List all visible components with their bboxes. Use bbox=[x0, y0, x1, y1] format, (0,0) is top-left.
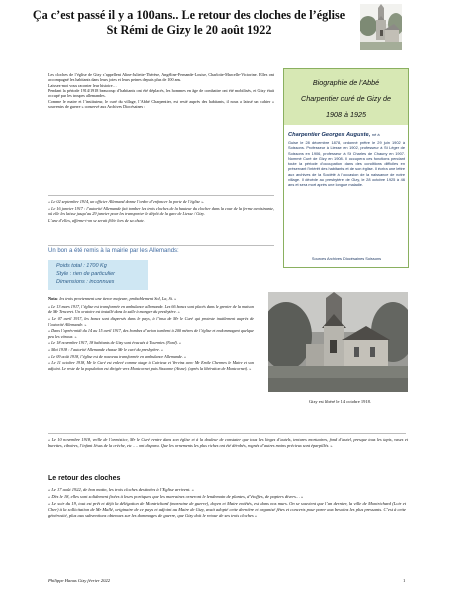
intro-paragraph: Laissez-moi vous raconter leur histoire… bbox=[48, 82, 117, 88]
return-paragraph: « Le soir du 19, tout est prêt et déjà la délégation de Montrichard (marraine de guerre), doyen et Maire entêtés, est dans nos murs. On se souvient que l’an dernier, la ville de Montrichard (Loir et Cher) à la sollicitation de Mr Mallé, originaire de ce pays et adjoint au Maire de Gizy, avait adopté cette dernière et organisé fêtes et concerts pour parer aux besoins les plus pressants. C’est à cette générosité, plus aux subventions obtenues sur les dommages de guerre, que Gizy doit le retour de ses trois cloches » bbox=[48, 500, 406, 518]
biography-header bbox=[284, 69, 408, 125]
chronology-entry: « Le 18 novembre 1917, 18 habitants de Gizy sont évacués à Tourmies (Nord). » bbox=[48, 340, 181, 346]
chronology-entry: « Le 07 avril 1917, les bancs sont dispersés dans le pays, à l’insu de Mr le Curé qui proteste inutilement auprès de l’autorité Allemande. » bbox=[48, 316, 254, 327]
chronology-entry: « Dans l’après-midi du 14 au 15 avril 1917, des bombes d’avion tombent à 200 mètres de l’église et endommagent quelque peu les vitraux. » bbox=[48, 328, 254, 339]
chronology-entry: « Le 11 octobre 1918, Mr le Curé est enlevé comme otage à Cuirieux et Vervins avec Mr Emile Chermes le Maire et son adjoint. Le reste de la population est dirigée vers Montcornet puis Sissonne (Aisne). (après la libération de Montcornet). » bbox=[48, 360, 254, 371]
biography-title-line: Charpentier curé de Gizy de bbox=[301, 94, 391, 103]
receipt-label: Un bon a été remis à la mairie par les Allemands: bbox=[48, 248, 179, 254]
bell-style: Style : rien de particulier bbox=[56, 271, 115, 277]
nota-label: Nota bbox=[48, 296, 57, 301]
chronology-text bbox=[48, 304, 254, 372]
nota-text: : les trois proviennent une tierce majeure, probablement Sol, La, Si. » bbox=[56, 296, 177, 301]
return-text bbox=[48, 487, 406, 519]
church-thumbnail bbox=[360, 4, 402, 50]
biography-name-suffix: né à bbox=[371, 132, 380, 137]
biography-title-line: Biographie de l’Abbé bbox=[312, 78, 380, 87]
biography-title-line: 1908 à 1925 bbox=[326, 110, 366, 119]
church-photo bbox=[268, 292, 408, 392]
diary-quote: L’une d’elles, affirme-t-on se serait fêlée lors de sa chute. bbox=[48, 218, 145, 224]
bell-weight: Poids total : 1700 Kg bbox=[56, 263, 107, 269]
intro-paragraph: Comme le maire et l’instituteur, le curé du village, l’Abbé Charpentier, est resté auprès des habitants, il nous a laissé un cahier « souvenirs de guerre » conservé aux Archives Diocésaines : bbox=[48, 98, 274, 110]
bell-dimensions: Dimensions : inconnues bbox=[56, 279, 115, 285]
chronology-entry: « Mai 1918 : l’autorité Allemande chasse Mr le curé du presbytère. » bbox=[48, 346, 163, 352]
return-paragraph: « Dès le 18, elles sont solidement fixées à leurs portiques que les marraines orneront le lendemain de plantes, d’étoffes, de papiers divers… » bbox=[48, 493, 304, 499]
diary-quote: « Le 02 septembre 1914, un officier Allemand donne l’ordre d’enfoncer la porte de l’église ». bbox=[48, 199, 205, 204]
intro-text bbox=[48, 72, 274, 109]
chronology-entry: « Le 13 mars 1917, l’église est transformée en ambulance allemande. Les 66 bancs sont placés dans le grenier de la maison de Mr Tenceret. Un oratoire est installé dans la salle à manger du presbytère. » bbox=[48, 304, 254, 315]
armistice-paragraph: « Le 10 novembre 1918, veille de l’armistice, Mr le Curé rentre dans son église et à la douleur de constater que tous les linges d’autels, tentures mortuaires, fond d’autel, presque tous les tapis, vases et burettes, ciboires, l’infant Jésus de la crèche, etc …. ont disparu. Que les ornements les plus riches ont été dérobés, rognés d’autres moins précieux sont éparpillés. » bbox=[48, 437, 408, 448]
diary-quotes bbox=[48, 199, 278, 225]
divider bbox=[48, 433, 406, 434]
divider bbox=[48, 195, 274, 196]
biography-box bbox=[283, 68, 409, 268]
biography-name-text: Charpentier Georges Auguste, bbox=[288, 132, 371, 138]
page-title: Ça c’est passé il y a 100ans.. Le retour des cloches de l’église St Rémi de Gizy le 20 août 1922 bbox=[32, 8, 346, 37]
diary-quote: « Le 16 janvier 1917 : l’autorité Allemande fait tomber les trois cloches de la hauteur du clocher dans la cour de la ferme avoisinante, où elle les laisse jusqu’au 29 janvier pour les transporter le dépôt de la gare de Liesse / Gizy. bbox=[48, 205, 274, 217]
return-paragraph: « Le 17 août 1922, de bon matin, les trois cloches destinées à l’Eglise arrivent. » bbox=[48, 487, 194, 492]
photo-caption: Gizy est libéré le 14 octobre 1918. bbox=[308, 399, 372, 404]
intro-paragraph: Les cloches de l’église de Gizy s’appellent Aline-Juliette-Thérèse, Angéline-Fernande-Louise, Charlotte-Marcelle-Victorine. Elles ont accompagné les habitants dans leurs joies et leurs peines depuis plus de 100 ans. bbox=[48, 72, 274, 83]
section-heading: Le retour des cloches bbox=[48, 475, 121, 482]
page-number: 1 bbox=[403, 578, 406, 583]
biography-text: Guise le 28 décembre 1878, ordonné prêtre le 29 juin 1902 à Soissons. Professeur à Liesse en 1902, professeur à St Léger de Soissons en 1906, professeur à St Charles de Chauny en 1907. Nommé Curé de Gizy en 1908. Il occupera ces fonctions pendant toute la période d’occupation dans des conditions difficiles en préservant l’intérêt des habitants et de son église. Il écrira une lettre aux archives de la Société à l’occasion de la naissance de notre village. Il décède au presbytère de Gizy, le 28 octobre 1925 à 46 ans et sera mort après une longue maladie. bbox=[288, 140, 405, 188]
biography-name bbox=[288, 132, 405, 138]
bell-specs-box bbox=[48, 260, 148, 290]
footer-author: Philippe Hanus Gizy février 2022 bbox=[48, 578, 111, 583]
chronology-entry: « Le 09 août 1918, l’église est de nouveau transformée en ambulance Allemande. » bbox=[48, 353, 187, 359]
divider bbox=[48, 245, 274, 246]
biography-source: Sources Archives Diocésaines Soissons bbox=[311, 256, 382, 261]
intro-paragraph: Pendant la période 1914/1918 beaucoup d’habitants ont été déplacés, les hommes en âge de combattre ont été mobilisés, et Gizy était occupé par les troupes allemandes. bbox=[48, 88, 274, 99]
